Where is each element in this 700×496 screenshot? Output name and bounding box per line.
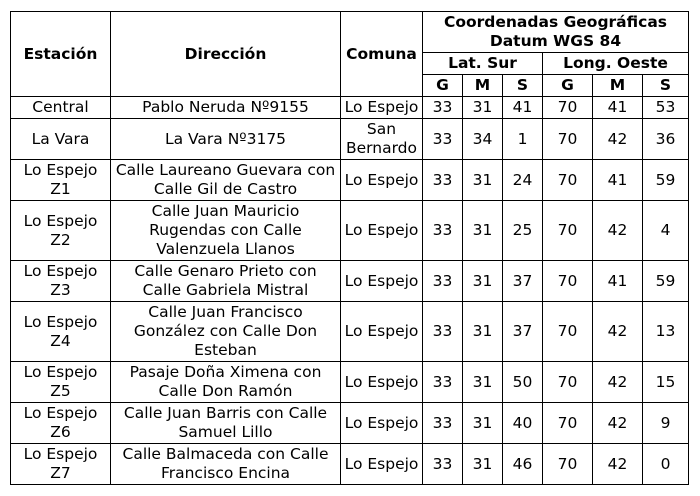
address-cell: La Vara Nº3175 (111, 119, 341, 160)
lon-minutes-cell: 41 (593, 97, 643, 119)
address-cell: Calle Juan Francisco González con Calle Don Esteban (111, 302, 341, 362)
lat-seconds-cell: 37 (503, 261, 543, 302)
lat-minutes-cell: 34 (463, 119, 503, 160)
lat-seconds-cell: 46 (503, 444, 543, 485)
commune-cell: Lo Espejo (341, 97, 423, 119)
header-lon-degrees: G (543, 75, 593, 97)
header-lat-degrees: G (423, 75, 463, 97)
station-cell: Lo Espejo Z5 (11, 362, 111, 403)
lon-seconds-cell: 9 (643, 403, 689, 444)
station-cell: Lo Espejo Z2 (11, 201, 111, 261)
commune-cell: Lo Espejo (341, 201, 423, 261)
station-cell: Lo Espejo Z3 (11, 261, 111, 302)
lon-minutes-cell: 41 (593, 261, 643, 302)
lat-seconds-cell: 41 (503, 97, 543, 119)
lat-minutes-cell: 31 (463, 201, 503, 261)
station-cell: Central (11, 97, 111, 119)
lat-degrees-cell: 33 (423, 97, 463, 119)
header-lon-minutes: M (593, 75, 643, 97)
lon-seconds-cell: 59 (643, 261, 689, 302)
table-row (11, 119, 689, 160)
lat-degrees-cell: 33 (423, 261, 463, 302)
lon-minutes-cell: 42 (593, 119, 643, 160)
commune-cell: Lo Espejo (341, 261, 423, 302)
lon-degrees-cell: 70 (543, 97, 593, 119)
table-row (11, 403, 689, 444)
lat-seconds-cell: 50 (503, 362, 543, 403)
table-row (11, 201, 689, 261)
lat-seconds-cell: 37 (503, 302, 543, 362)
header-lat-seconds: S (503, 75, 543, 97)
header-longitude: Long. Oeste (543, 53, 689, 75)
lon-seconds-cell: 53 (643, 97, 689, 119)
lon-degrees-cell: 70 (543, 403, 593, 444)
lat-degrees-cell: 33 (423, 201, 463, 261)
table-container (10, 11, 689, 485)
lon-degrees-cell: 70 (543, 261, 593, 302)
lat-minutes-cell: 31 (463, 403, 503, 444)
lon-minutes-cell: 42 (593, 444, 643, 485)
address-cell: Pasaje Doña Ximena con Calle Don Ramón (111, 362, 341, 403)
lon-degrees-cell: 70 (543, 302, 593, 362)
lat-degrees-cell: 33 (423, 444, 463, 485)
lat-minutes-cell: 31 (463, 261, 503, 302)
lon-minutes-cell: 42 (593, 403, 643, 444)
commune-cell: Lo Espejo (341, 444, 423, 485)
lon-seconds-cell: 36 (643, 119, 689, 160)
commune-cell: Lo Espejo (341, 160, 423, 201)
station-cell: Lo Espejo Z1 (11, 160, 111, 201)
lat-degrees-cell: 33 (423, 119, 463, 160)
commune-cell: Lo Espejo (341, 302, 423, 362)
header-station: Estación (11, 12, 111, 97)
address-cell: Calle Juan Barris con Calle Samuel Lillo (111, 403, 341, 444)
lon-seconds-cell: 59 (643, 160, 689, 201)
lat-degrees-cell: 33 (423, 362, 463, 403)
lat-seconds-cell: 25 (503, 201, 543, 261)
lon-seconds-cell: 13 (643, 302, 689, 362)
lon-seconds-cell: 4 (643, 201, 689, 261)
lon-minutes-cell: 41 (593, 160, 643, 201)
station-cell: Lo Espejo Z4 (11, 302, 111, 362)
address-cell: Calle Genaro Prieto con Calle Gabriela Mistral (111, 261, 341, 302)
lat-degrees-cell: 33 (423, 302, 463, 362)
lat-minutes-cell: 31 (463, 444, 503, 485)
lon-seconds-cell: 0 (643, 444, 689, 485)
address-cell: Calle Balmaceda con Calle Francisco Encina (111, 444, 341, 485)
header-lat-minutes: M (463, 75, 503, 97)
commune-cell: San Bernardo (341, 119, 423, 160)
commune-cell: Lo Espejo (341, 403, 423, 444)
header-lon-seconds: S (643, 75, 689, 97)
lat-minutes-cell: 31 (463, 362, 503, 403)
station-cell: Lo Espejo Z6 (11, 403, 111, 444)
header-address: Dirección (111, 12, 341, 97)
lon-degrees-cell: 70 (543, 201, 593, 261)
lat-seconds-cell: 1 (503, 119, 543, 160)
address-cell: Pablo Neruda Nº9155 (111, 97, 341, 119)
address-cell: Calle Juan Mauricio Rugendas con Calle Valenzuela Llanos (111, 201, 341, 261)
lon-degrees-cell: 70 (543, 362, 593, 403)
lat-minutes-cell: 31 (463, 160, 503, 201)
lon-degrees-cell: 70 (543, 160, 593, 201)
header-latitude: Lat. Sur (423, 53, 543, 75)
table-row (11, 261, 689, 302)
station-cell: La Vara (11, 119, 111, 160)
table-row (11, 444, 689, 485)
lat-seconds-cell: 40 (503, 403, 543, 444)
lat-degrees-cell: 33 (423, 160, 463, 201)
address-cell: Calle Laureano Guevara con Calle Gil de Castro (111, 160, 341, 201)
lat-minutes-cell: 31 (463, 97, 503, 119)
table-row (11, 97, 689, 119)
table-row (11, 302, 689, 362)
lon-degrees-cell: 70 (543, 119, 593, 160)
lon-minutes-cell: 42 (593, 302, 643, 362)
commune-cell: Lo Espejo (341, 362, 423, 403)
table-row (11, 362, 689, 403)
lat-seconds-cell: 24 (503, 160, 543, 201)
lon-minutes-cell: 42 (593, 201, 643, 261)
header-coordinates: Coordenadas Geográficas Datum WGS 84 (423, 12, 689, 53)
lat-minutes-cell: 31 (463, 302, 503, 362)
stations-table (10, 11, 689, 485)
lon-degrees-cell: 70 (543, 444, 593, 485)
table-row (11, 160, 689, 201)
station-cell: Lo Espejo Z7 (11, 444, 111, 485)
header-commune: Comuna (341, 12, 423, 97)
lon-minutes-cell: 42 (593, 362, 643, 403)
lat-degrees-cell: 33 (423, 403, 463, 444)
lon-seconds-cell: 15 (643, 362, 689, 403)
